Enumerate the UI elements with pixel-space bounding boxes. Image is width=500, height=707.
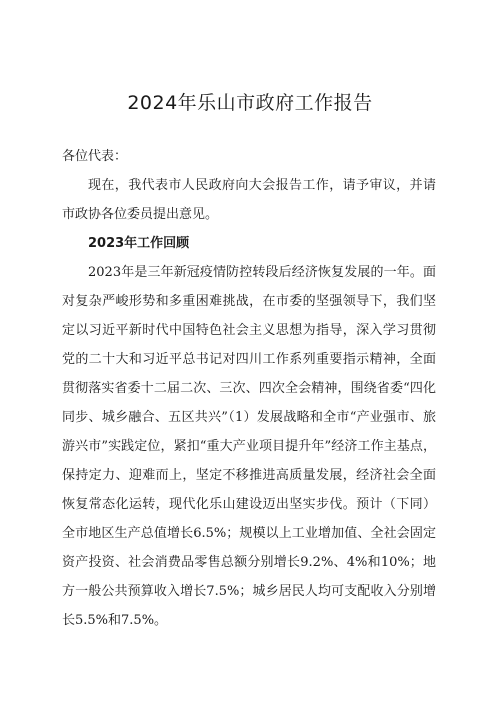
review-paragraph: 2023年是三年新冠疫情防控转段后经济恢复发展的一年。面对复杂严峻形势和多重困难挑战，在市委的坚强领导下，我们坚定以习近平新时代中国特色社会主义思想为指导，深入学习贯彻党的二十大和习近平总书记对四川工作系列重要指示精神，全面贯彻落实省委十二届二次、三次、四次全会精神，围绕省委“四化同步、城乡融合、五区共兴”（1）发展战略和全市“产业强市、旅游兴市”实践定位，紧扣“重大产业项目提升年”经济工作主基点，保持定力、迎难而上，坚定不移推进高质量发展，经济社会全面恢复常态化运转，现代化乐山建设迈出坚实步伐。预计（下同）全市地区生产总值增长6.5%；规模以上工业增加值、全社会固定资产投资、社会消费品零售总额分别增长9.2%、4%和10%；地方一般公共预算收入增长7.5%；城乡居民人均可支配收入分别增长5.5%和7.5%。 xyxy=(62,265,436,628)
document-title: 2024年乐山市政府工作报告 xyxy=(127,92,373,114)
intro-paragraph: 现在，我代表市人民政府向大会报告工作，请予审议，并请市政协各位委员提出意见。 xyxy=(62,178,436,222)
section-heading: 2023年工作回顾 xyxy=(88,236,190,251)
salutation: 各位代表： xyxy=(62,149,128,164)
